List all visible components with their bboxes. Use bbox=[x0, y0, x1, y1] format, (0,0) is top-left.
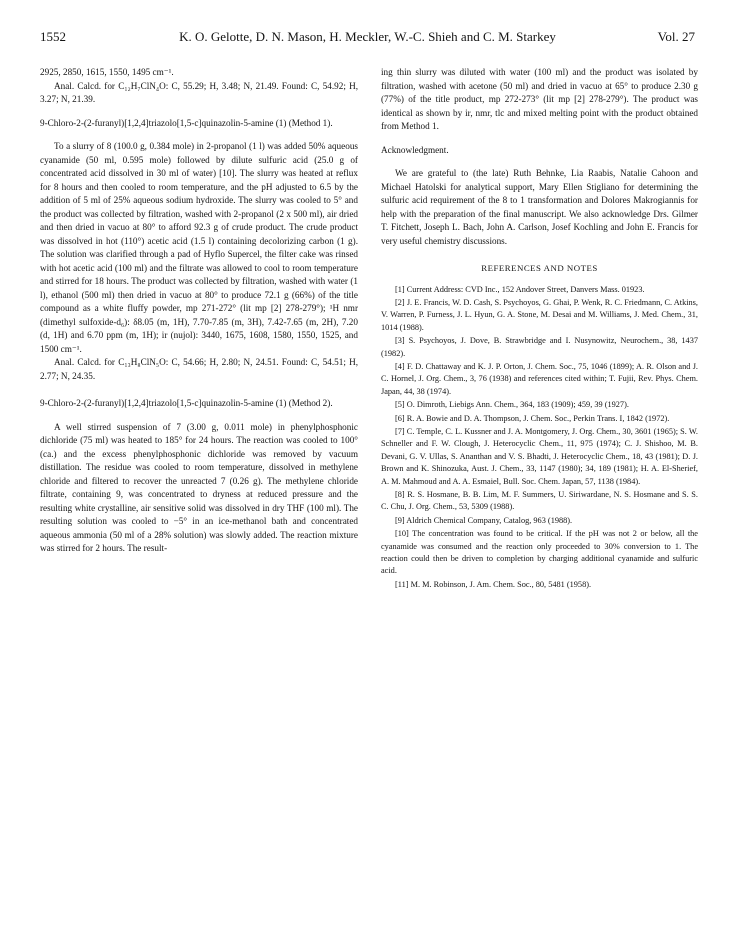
reference-item: [5] O. Dimroth, Liebigs Ann. Chem., 364, 183 (1909); 459, 39 (1927). bbox=[395, 400, 629, 410]
section-heading-method-2: 9-Chloro-2-(2-furanyl)[1,2,4]triazolo[1,5-c]quinazolin-5-amine (1) (Method 2). bbox=[40, 398, 333, 408]
reference-item: [10] The concentration was found to be critical. If the pH was not 2 or below, all the cyanamide was consumed and the reaction only proceeded to 30% conversion to 1. The reaction could then be driven to completion by charging additional cyanamide and sulfuric acid. bbox=[381, 529, 698, 576]
method-2-procedure-continued: ing thin slurry was diluted with water (100 ml) and the product was isolated by filtration, washed with acetone (50 ml) and dried in vacuo at 65° to produce 2.30 g (77%) of the title product, mp 272-273° (lit mp [2] 278-279°). The product was identical as shown by ir, nmr, tlc and mixed melting point with the product obtained from Method 1. bbox=[381, 67, 698, 131]
method-1-procedure: To a slurry of 8 (100.0 g, 0.384 mole) in 2-propanol (1 l) was added 50% aqueous cyanamide (50 ml, 0.595 mole) followed by dilute sulfuric acid (25.0 g of concentrated acid dissolved in 30 ml of water) [10]. The slurry was heated at reflux for 8 hours and then cooled to room temperature, and the pH adjusted to 6.5 by the addition of 5 ml of 25% aqueous sodium hydroxide. The slurry was cooled to 5° and the product was collected by filtration, washed with 2-propanol (2 x 500 ml), air dried and then dried in vacuo at 80° to afford 92.3 g of crude product. The crude product was dissolved in hot (110°) acetic acid (1.5 l) containing decolorizing carbon (1 g). The solution was clarified through a pad of Hyflo Supercel, the filter cake was rinsed with hot acetic acid (100 ml) and the filtrate was allowed to cool to room temperature and stirred for 18 hours. The product was collected by filtration, washed with water (1 l), ethanol (500 ml) then dried in vacuo at 80° to produce 72.1 g (66%) of the title compound as a white fluffy powder, mp 271-272° (lit mp [2] 278-279°); ¹H nmr (dimethyl sulfoxide-d₆): δ8.05 (m, 1H), 7.70-7.85 (m, 3H), 7.42-7.65 (m, 2H), 7.20 (d, 1H) and 6.70 ppm (m, 1H); ir (nujol): 3440, 1675, 1608, 1580, 1550, 1525, and 1500 cm⁻¹. bbox=[40, 141, 358, 354]
analysis-paragraph: Anal. Calcd. for C₁₃H₈ClN₅O: C, 54.66; H, 2.80; N, 24.51. Found: C, 54.51; H, 2.77; N, 24.35. bbox=[40, 357, 358, 381]
reference-item: [7] C. Temple, C. L. Kussner and J. A. Montgomery, J. Org. Chem., 30, 3601 (1965); S. W. Schneller and F. W. Clough, J. Heterocyclic Chem., 11, 975 (1974); C. J. Shishoo, M. B. Devani, G. V. Ullas, S. Ananthan and V. S. Bhadti, J. Heterocyclic Chem., 18, 43 (1981); D. J. Brown and K. Shinozuka, Aust. J. Chem., 33, 1147 (1980); 34, 189 (1981); H. A. El-Sherief, A. M. Mahmoud and A. A. Esmaiel, Bull. Soc. Chem. Japan, 57, 1138 (1984). bbox=[381, 426, 698, 486]
reference-item: [9] Aldrich Chemical Company, Catalog, 963 (1988). bbox=[395, 515, 573, 525]
page-number: 1552 bbox=[40, 29, 66, 44]
reference-item: [6] R. A. Bowie and D. A. Thompson, J. Chem. Soc., Perkin Trans. I, 1842 (1972). bbox=[395, 413, 670, 423]
ir-data-continuation: 2925, 2850, 1615, 1550, 1495 cm⁻¹. bbox=[40, 67, 174, 77]
reference-item: [8] R. S. Hosmane, B. B. Lim, M. F. Summers, U. Siriwardane, N. S. Hosmane and S. S. C. Chu, J. Org. Chem., 53, 5309 (1988). bbox=[381, 490, 698, 512]
acknowledgment-heading: Acknowledgment. bbox=[381, 144, 449, 155]
header-authors: K. O. Gelotte, D. N. Mason, H. Meckler, W.-C. Shieh and C. M. Starkey bbox=[179, 29, 556, 44]
section-heading-method-1: 9-Chloro-2-(2-furanyl)[1,2,4]triazolo[1,5-c]quinazolin-5-amine (1) (Method 1). bbox=[40, 117, 333, 128]
reference-item: [4] F. D. Chattaway and K. J. P. Orton, J. Chem. Soc., 75, 1046 (1899); A. R. Olson and J. C. Hornel, J. Org. Chem., 3, 76 (1938) and references cited within; T. Fujii, Rev. Phys. Chem. Japan, 44, 38 (1974). bbox=[381, 361, 698, 396]
reference-item: [3] S. Psychoyos, J. Dove, B. Strawbridge and I. Nusynowitz, Neurochem., 38, 1437 (1982). bbox=[381, 336, 698, 358]
left-column bbox=[40, 66, 358, 556]
references-list bbox=[381, 284, 698, 592]
reference-item: [2] J. E. Francis, W. D. Cash, S. Psychoyos, G. Ghai, P. Wenk, R. C. Friedmann, C. Atkins, V. Warren, P. Furness, J. L. Hyun, G. A. Stone, M. Desai and M. Williams, J. Med. Chem., 31, 1014 (1988). bbox=[381, 297, 698, 332]
references-title: REFERENCES AND NOTES bbox=[481, 263, 598, 273]
running-header bbox=[40, 29, 695, 47]
method-2-procedure: A well stirred suspension of 7 (3.00 g, 0.011 mole) in phenylphosphonic dichloride (75 ml) was heated to 185° for 24 hours. The reaction was cooled to 100° (ca.) and the excess phenylphosphonic dichloride was removed by vacuum distillation. The residue was cooled to room temperature, dissolved in methylene chloride and filtered to recover the unreacted 7 (0.26 g). The methylene chloride filtrate, containing 9, was concentrated to dryness at reduced pressure and the resulting white crystalline, air sensitive solid was dissolved in dry THF (100 ml). The resulting solution was cooled to −5° in an ice-methanol bath and concentrated aqueous ammonia (50 ml of a 28% solution) was slowly added. The reaction mixture was stirred for 2 hours. The result- bbox=[40, 421, 358, 553]
reference-item: [11] M. M. Robinson, J. Am. Chem. Soc., 80, 5481 (1958). bbox=[395, 579, 592, 589]
analysis-paragraph: Anal. Calcd. for C₁₂H₇ClN₄O: C, 55.29; H, 3.48; N, 21.49. Found: C, 54.92; H, 3.27; N, 21.39. bbox=[40, 80, 358, 104]
acknowledgment-text: We are grateful to (the late) Ruth Behnke, Lia Raabis, Natalie Cahoon and Michael Hatolski for analytical support, Mary Ellen Stigliano for determining the sulfuric acid requirement of the 8 to 1 transformation and Dolores Makrogiannis for help with the preparation of the final manuscript. We also acknowledge Drs. Gilmer T. Fitchett, Joseph L. Bach, John A. Carlson, Josef Kochling and John E. Francis for very useful chemistry discussions. bbox=[381, 168, 698, 246]
right-column bbox=[381, 66, 698, 591]
volume-label: Vol. 27 bbox=[657, 29, 695, 44]
reference-item: [1] Current Address: CVD Inc., 152 Andover Street, Danvers Mass. 01923. bbox=[395, 284, 645, 294]
